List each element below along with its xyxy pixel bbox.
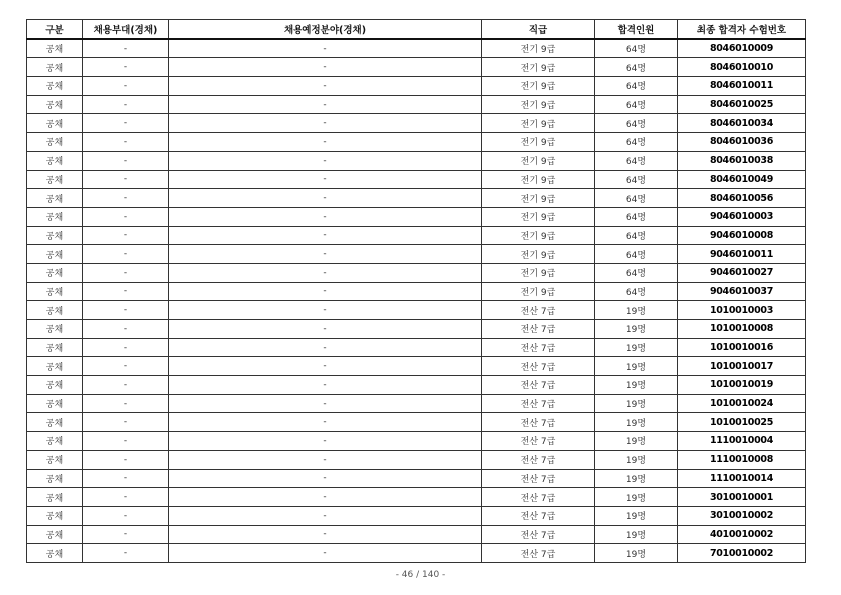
cell-planned-field: - xyxy=(169,469,482,488)
cell-recruiting-unit: - xyxy=(83,450,169,469)
cell-exam-number: 8046010009 xyxy=(678,39,806,58)
cell-planned-field: - xyxy=(169,525,482,544)
table-row xyxy=(27,469,806,488)
cell-exam-number: 8046010025 xyxy=(678,95,806,114)
cell-recruiting-unit: - xyxy=(83,226,169,245)
cell-recruiting-unit: - xyxy=(83,357,169,376)
table-row xyxy=(27,450,806,469)
cell-planned-field: - xyxy=(169,544,482,563)
cell-grade: 전기 9급 xyxy=(482,282,595,301)
cell-grade: 전기 9급 xyxy=(482,58,595,77)
cell-category: 공채 xyxy=(27,338,83,357)
cell-category: 공채 xyxy=(27,226,83,245)
table-row xyxy=(27,432,806,451)
cell-grade: 전기 9급 xyxy=(482,207,595,226)
cell-planned-field: - xyxy=(169,263,482,282)
cell-planned-field: - xyxy=(169,189,482,208)
cell-planned-field: - xyxy=(169,357,482,376)
cell-recruiting-unit: - xyxy=(83,133,169,152)
cell-grade: 전산 7급 xyxy=(482,413,595,432)
cell-recruiting-unit: - xyxy=(83,394,169,413)
table-row xyxy=(27,413,806,432)
cell-grade: 전기 9급 xyxy=(482,39,595,58)
cell-exam-number: 1010010016 xyxy=(678,338,806,357)
cell-grade: 전기 9급 xyxy=(482,226,595,245)
cell-category: 공채 xyxy=(27,376,83,395)
cell-exam-number: 8046010038 xyxy=(678,151,806,170)
table-row xyxy=(27,338,806,357)
table-row xyxy=(27,263,806,282)
table-row xyxy=(27,506,806,525)
table-row xyxy=(27,151,806,170)
cell-recruiting-unit: - xyxy=(83,39,169,58)
cell-pass-count: 19명 xyxy=(595,450,678,469)
header-planned-field: 채용예정분야(경채) xyxy=(169,20,482,39)
cell-grade: 전기 9급 xyxy=(482,114,595,133)
cell-recruiting-unit: - xyxy=(83,114,169,133)
cell-recruiting-unit: - xyxy=(83,469,169,488)
cell-pass-count: 64명 xyxy=(595,170,678,189)
cell-pass-count: 64명 xyxy=(595,151,678,170)
cell-pass-count: 19명 xyxy=(595,469,678,488)
cell-category: 공채 xyxy=(27,95,83,114)
cell-category: 공채 xyxy=(27,432,83,451)
cell-recruiting-unit: - xyxy=(83,207,169,226)
cell-recruiting-unit: - xyxy=(83,413,169,432)
cell-grade: 전산 7급 xyxy=(482,338,595,357)
cell-category: 공채 xyxy=(27,544,83,563)
cell-category: 공채 xyxy=(27,39,83,58)
cell-category: 공채 xyxy=(27,469,83,488)
cell-recruiting-unit: - xyxy=(83,376,169,395)
cell-recruiting-unit: - xyxy=(83,544,169,563)
cell-planned-field: - xyxy=(169,338,482,357)
cell-category: 공채 xyxy=(27,151,83,170)
cell-pass-count: 64명 xyxy=(595,133,678,152)
page-number: - 46 / 140 - xyxy=(395,570,446,580)
cell-recruiting-unit: - xyxy=(83,170,169,189)
cell-category: 공채 xyxy=(27,282,83,301)
cell-pass-count: 64명 xyxy=(595,189,678,208)
cell-category: 공채 xyxy=(27,301,83,320)
cell-category: 공채 xyxy=(27,77,83,96)
cell-exam-number: 9046010003 xyxy=(678,207,806,226)
table-row xyxy=(27,282,806,301)
cell-planned-field: - xyxy=(169,39,482,58)
cell-grade: 전기 9급 xyxy=(482,151,595,170)
table-row xyxy=(27,189,806,208)
cell-exam-number: 8046010010 xyxy=(678,58,806,77)
cell-grade: 전기 9급 xyxy=(482,245,595,264)
table-row xyxy=(27,357,806,376)
table-row xyxy=(27,58,806,77)
cell-exam-number: 9046010027 xyxy=(678,263,806,282)
cell-planned-field: - xyxy=(169,207,482,226)
header-row xyxy=(27,20,806,39)
cell-recruiting-unit: - xyxy=(83,338,169,357)
cell-planned-field: - xyxy=(169,95,482,114)
cell-planned-field: - xyxy=(169,488,482,507)
cell-exam-number: 1010010024 xyxy=(678,394,806,413)
table-row xyxy=(27,39,806,58)
cell-recruiting-unit: - xyxy=(83,301,169,320)
cell-pass-count: 64명 xyxy=(595,226,678,245)
cell-exam-number: 9046010008 xyxy=(678,226,806,245)
cell-grade: 전산 7급 xyxy=(482,376,595,395)
cell-recruiting-unit: - xyxy=(83,77,169,96)
cell-grade: 전산 7급 xyxy=(482,432,595,451)
cell-grade: 전기 9급 xyxy=(482,95,595,114)
cell-planned-field: - xyxy=(169,58,482,77)
cell-exam-number: 1010010008 xyxy=(678,320,806,339)
cell-grade: 전산 7급 xyxy=(482,544,595,563)
header-recruiting-unit: 채용부대(경채) xyxy=(83,20,169,39)
cell-pass-count: 64명 xyxy=(595,207,678,226)
cell-planned-field: - xyxy=(169,376,482,395)
table-body xyxy=(27,39,806,563)
cell-pass-count: 64명 xyxy=(595,114,678,133)
cell-exam-number: 1010010017 xyxy=(678,357,806,376)
cell-category: 공채 xyxy=(27,114,83,133)
cell-exam-number: 1110010004 xyxy=(678,432,806,451)
cell-recruiting-unit: - xyxy=(83,189,169,208)
cell-category: 공채 xyxy=(27,357,83,376)
cell-pass-count: 64명 xyxy=(595,245,678,264)
cell-planned-field: - xyxy=(169,151,482,170)
cell-planned-field: - xyxy=(169,413,482,432)
table-row xyxy=(27,245,806,264)
cell-recruiting-unit: - xyxy=(83,58,169,77)
cell-pass-count: 19명 xyxy=(595,525,678,544)
header-exam-number: 최종 합격자 수험번호 xyxy=(678,20,806,39)
cell-planned-field: - xyxy=(169,245,482,264)
cell-exam-number: 8046010011 xyxy=(678,77,806,96)
table-row xyxy=(27,376,806,395)
cell-recruiting-unit: - xyxy=(83,245,169,264)
cell-planned-field: - xyxy=(169,226,482,245)
table-row xyxy=(27,544,806,563)
cell-exam-number: 1010010003 xyxy=(678,301,806,320)
cell-exam-number: 8046010049 xyxy=(678,170,806,189)
table-row xyxy=(27,320,806,339)
cell-grade: 전기 9급 xyxy=(482,133,595,152)
cell-planned-field: - xyxy=(169,320,482,339)
cell-pass-count: 19명 xyxy=(595,413,678,432)
cell-grade: 전산 7급 xyxy=(482,506,595,525)
cell-recruiting-unit: - xyxy=(83,320,169,339)
header-pass-count: 합격인원 xyxy=(595,20,678,39)
cell-pass-count: 64명 xyxy=(595,95,678,114)
cell-exam-number: 1110010008 xyxy=(678,450,806,469)
cell-recruiting-unit: - xyxy=(83,488,169,507)
cell-pass-count: 64명 xyxy=(595,39,678,58)
cell-pass-count: 19명 xyxy=(595,394,678,413)
cell-category: 공채 xyxy=(27,245,83,264)
cell-recruiting-unit: - xyxy=(83,95,169,114)
cell-exam-number: 9046010037 xyxy=(678,282,806,301)
table-row xyxy=(27,133,806,152)
cell-planned-field: - xyxy=(169,394,482,413)
cell-category: 공채 xyxy=(27,320,83,339)
cell-grade: 전산 7급 xyxy=(482,301,595,320)
cell-grade: 전산 7급 xyxy=(482,450,595,469)
cell-category: 공채 xyxy=(27,450,83,469)
cell-pass-count: 64명 xyxy=(595,58,678,77)
cell-grade: 전기 9급 xyxy=(482,189,595,208)
cell-grade: 전산 7급 xyxy=(482,320,595,339)
cell-pass-count: 64명 xyxy=(595,263,678,282)
cell-exam-number: 3010010002 xyxy=(678,506,806,525)
cell-pass-count: 19명 xyxy=(595,488,678,507)
cell-exam-number: 8046010036 xyxy=(678,133,806,152)
cell-exam-number: 8046010056 xyxy=(678,189,806,208)
header-grade: 직급 xyxy=(482,20,595,39)
header-category: 구분 xyxy=(27,20,83,39)
cell-exam-number: 4010010002 xyxy=(678,525,806,544)
cell-planned-field: - xyxy=(169,432,482,451)
cell-exam-number: 1010010025 xyxy=(678,413,806,432)
table-row xyxy=(27,525,806,544)
cell-category: 공채 xyxy=(27,506,83,525)
cell-grade: 전산 7급 xyxy=(482,525,595,544)
cell-exam-number: 1110010014 xyxy=(678,469,806,488)
table-row xyxy=(27,394,806,413)
results-table xyxy=(26,19,806,563)
cell-planned-field: - xyxy=(169,114,482,133)
cell-planned-field: - xyxy=(169,133,482,152)
table-row xyxy=(27,488,806,507)
table-row xyxy=(27,301,806,320)
cell-grade: 전기 9급 xyxy=(482,263,595,282)
table-row xyxy=(27,95,806,114)
cell-exam-number: 3010010001 xyxy=(678,488,806,507)
table-row xyxy=(27,207,806,226)
cell-exam-number: 7010010002 xyxy=(678,544,806,563)
cell-category: 공채 xyxy=(27,170,83,189)
cell-planned-field: - xyxy=(169,282,482,301)
cell-planned-field: - xyxy=(169,506,482,525)
cell-planned-field: - xyxy=(169,77,482,96)
cell-pass-count: 19명 xyxy=(595,338,678,357)
cell-category: 공채 xyxy=(27,207,83,226)
cell-grade: 전산 7급 xyxy=(482,488,595,507)
cell-pass-count: 64명 xyxy=(595,282,678,301)
cell-category: 공채 xyxy=(27,488,83,507)
cell-category: 공채 xyxy=(27,394,83,413)
cell-pass-count: 19명 xyxy=(595,432,678,451)
cell-planned-field: - xyxy=(169,170,482,189)
cell-category: 공채 xyxy=(27,58,83,77)
cell-category: 공채 xyxy=(27,133,83,152)
cell-grade: 전산 7급 xyxy=(482,469,595,488)
table-row xyxy=(27,77,806,96)
cell-recruiting-unit: - xyxy=(83,525,169,544)
cell-grade: 전기 9급 xyxy=(482,170,595,189)
cell-recruiting-unit: - xyxy=(83,263,169,282)
cell-grade: 전산 7급 xyxy=(482,394,595,413)
cell-exam-number: 8046010034 xyxy=(678,114,806,133)
cell-pass-count: 19명 xyxy=(595,506,678,525)
table-row xyxy=(27,114,806,133)
cell-pass-count: 19명 xyxy=(595,320,678,339)
cell-grade: 전기 9급 xyxy=(482,77,595,96)
cell-category: 공채 xyxy=(27,413,83,432)
cell-recruiting-unit: - xyxy=(83,282,169,301)
cell-recruiting-unit: - xyxy=(83,432,169,451)
cell-category: 공채 xyxy=(27,189,83,208)
cell-exam-number: 9046010011 xyxy=(678,245,806,264)
cell-recruiting-unit: - xyxy=(83,506,169,525)
cell-grade: 전산 7급 xyxy=(482,357,595,376)
table-row xyxy=(27,170,806,189)
cell-pass-count: 64명 xyxy=(595,77,678,96)
cell-planned-field: - xyxy=(169,301,482,320)
cell-category: 공채 xyxy=(27,525,83,544)
cell-category: 공채 xyxy=(27,263,83,282)
table-row xyxy=(27,226,806,245)
cell-recruiting-unit: - xyxy=(83,151,169,170)
cell-pass-count: 19명 xyxy=(595,544,678,563)
cell-pass-count: 19명 xyxy=(595,301,678,320)
cell-exam-number: 1010010019 xyxy=(678,376,806,395)
cell-pass-count: 19명 xyxy=(595,376,678,395)
table-header xyxy=(27,20,806,39)
cell-planned-field: - xyxy=(169,450,482,469)
cell-pass-count: 19명 xyxy=(595,357,678,376)
